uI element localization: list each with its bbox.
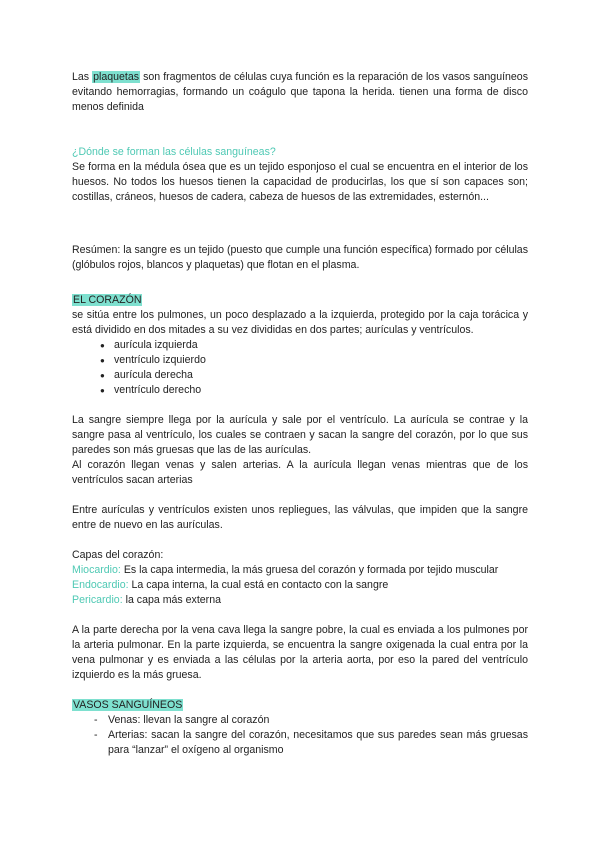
list-item: ● aurícula derecha [100, 368, 528, 383]
paragraph-plaquetas: Las plaquetas son fragmentos de células cuya función es la reparación de los vasos sanguíneos evitando hemorragias, formando un coágulo que tapona la herida. tienen una forma de disco menos definida [72, 71, 528, 113]
paragraph-corazon-ubicacion: se sitúa entre los pulmones, un poco desplazado a la izquierda, protegido por la caja torácica y está dividido en dos mitades a su vez divididas en dos partes; aurículas y ventrículos. [72, 309, 528, 336]
paragraph-medula: Se forma en la médula ósea que es un tejido esponjoso el cual se encuentra en el interior de los huesos. No todos los huesos tienen la capacidad de producirlas, los que sí son capaces son; costillas, cráneos, huesos de cadera, cabeza de huesos de las extremidades, esternón... [72, 161, 528, 203]
heading-corazon: EL CORAZÓN [73, 294, 142, 306]
paragraph-circulacion: A la parte derecha por la vena cava llega la sangre pobre, la cual es enviada a los pulmones por la arteria pulmonar. En la parte izquierda, se encuentra la sangre oxigenada la cual entra por la vena pulmonar y es enviada a las células por la arteria aorta, por eso la pared del ventrículo izquierdo es la más gruesa. [72, 624, 528, 681]
list-item: - Venas: llevan la sangre al corazón [94, 713, 528, 728]
question-heading: ¿Dónde se forman las células sanguíneas? [72, 146, 276, 158]
list-vasos [72, 713, 528, 758]
capa-pericardio: Pericardio: la capa más externa [72, 594, 221, 606]
paragraph-resumen: Resúmen: la sangre es un tejido (puesto que cumple una función específica) formado por células (glóbulos rojos, blancos y plaquetas) que flotan en el plasma. [72, 244, 528, 271]
list-partes-corazon [72, 338, 528, 398]
capa-miocardio: Miocardio: Es la capa intermedia, la más gruesa del corazón y formada por tejido muscular [72, 564, 499, 576]
heading-vasos: VASOS SANGUÍNEOS [73, 699, 183, 711]
list-item: - Arterias: sacan la sangre del corazón, necesitamos que sus paredes sean más gruesas para “lanzar” el oxígeno al organismo [94, 728, 528, 758]
paragraph-flujo-sangre: La sangre siempre llega por la aurícula y sale por el ventrículo. La aurícula se contrae y la sangre pasa al ventrículo, los cuales se contraen y sacan la sangre del corazón, por lo que sus paredes son más gruesas que las de las aurículas. [72, 414, 528, 456]
list-item: ● ventrículo izquierdo [100, 353, 528, 368]
highlight-plaquetas: plaquetas [93, 71, 140, 83]
paragraph-venas-arterias: Al corazón llegan venas y salen arterias. A la aurícula llegan venas mientras que de los ventrículos sacan arterias [72, 459, 528, 486]
capa-endocardio: Endocardio: La capa interna, la cual está en contacto con la sangre [72, 579, 389, 591]
list-item: ● aurícula izquierda [100, 338, 528, 353]
paragraph-valvulas: Entre aurículas y ventrículos existen unos repliegues, las válvulas, que impiden que la sangre entre de nuevo en las aurículas. [72, 504, 528, 531]
list-item: ● ventrículo derecho [100, 383, 528, 398]
capas-title: Capas del corazón: [72, 549, 164, 561]
